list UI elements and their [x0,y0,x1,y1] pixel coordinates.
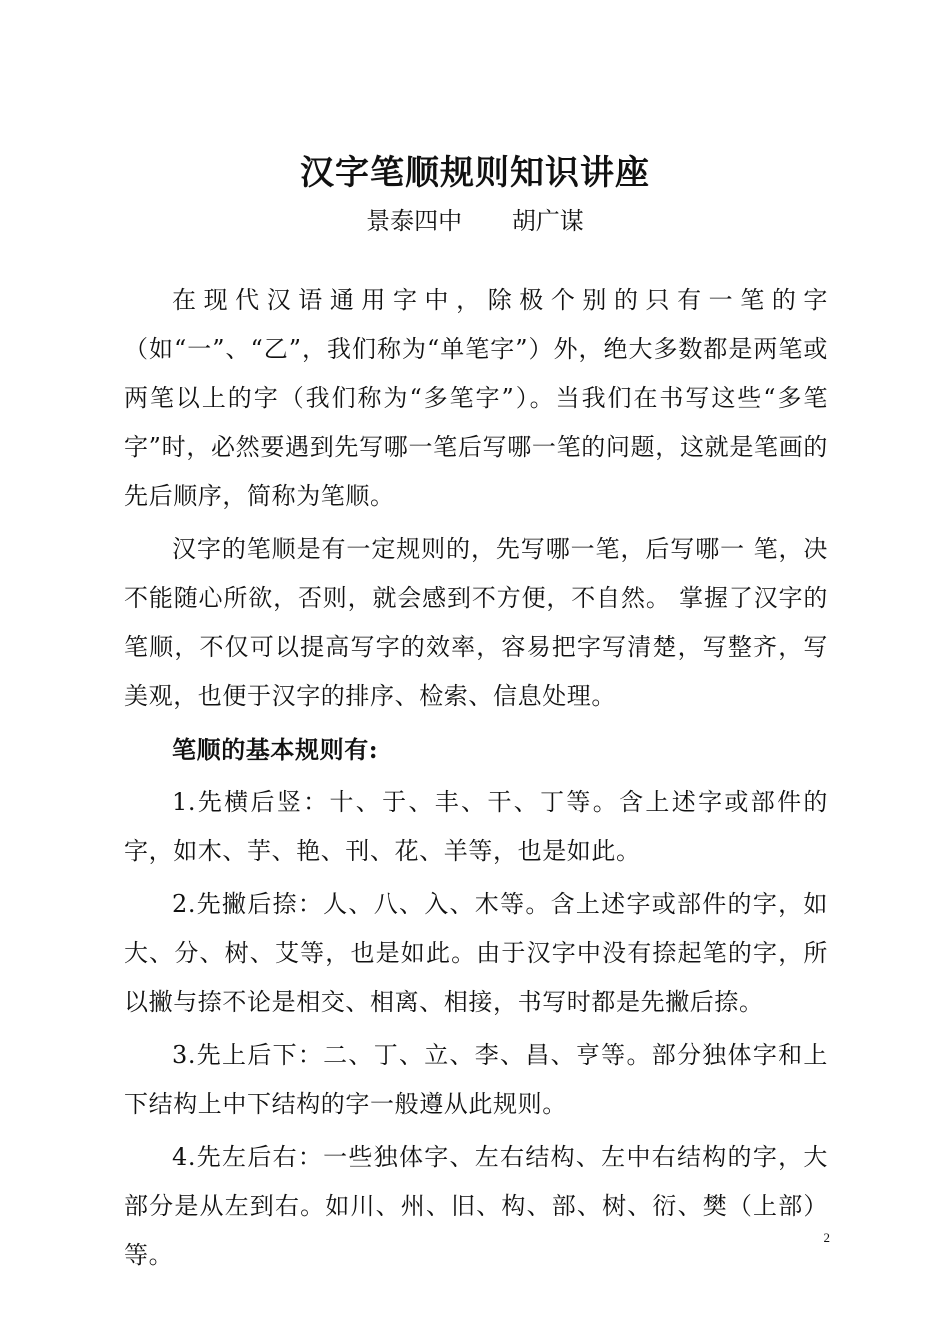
author-line [0,203,950,239]
author-school: 景泰四中 [366,207,463,235]
document-title: 汉字笔顺规则知识讲座 [300,153,650,193]
rule-item-1: 1.先横后竖：十、于、丰、干、丁等。含上述字或部件的字，如木、芋、艳、刊、花、羊等，也是如此。 [124,788,828,865]
paragraph-importance: 汉字的笔顺是有一定规则的，先写哪一笔，后写哪一 笔，决不能随心所欲，否则，就会感到不方便，不自然。 掌握了汉字的笔顺，不仅可以提高写字的效率，容易把字写清楚，写整齐，写美观，也便于汉字的排序、检索、信息处理。 [124,535,828,710]
page-number: 2 [823,1230,830,1245]
rules-heading: 笔顺的基本规则有: [172,735,379,764]
author-name: 胡广谋 [511,207,584,235]
rule-item-2: 2.先撇后捺：人、八、入、木等。含上述字或部件的字，如大、分、树、艾等，也是如此。由于汉字中没有捺起笔的字，所以撇与捺不论是相交、相离、相接，书写时都是先撇后捺。 [124,890,828,1016]
paragraph-intro: 在现代汉语通用字中，除极个别的只有一笔的字（如“一”、“乙”，我们称为“单笔字”）外，绝大多数都是两笔或两笔以上的字（我们称为“多笔字”）。当我们在书写这些“多笔字”时，必然要遇到先写哪一笔后写哪一笔的问题，这就是笔画的先后顺序，简称为笔顺。 [124,286,828,510]
rule-item-3: 3.先上后下：二、丁、立、李、昌、亨等。部分独体字和上下结构上中下结构的字一般遵从此规则。 [124,1041,828,1118]
document-body [124,276,828,1284]
rule-item-4: 4.先左后右：一些独体字、左右结构、左中右结构的字，大部分是从左到右。如川、州、旧、构、部、树、衍、樊（上部）等。 [124,1143,828,1269]
